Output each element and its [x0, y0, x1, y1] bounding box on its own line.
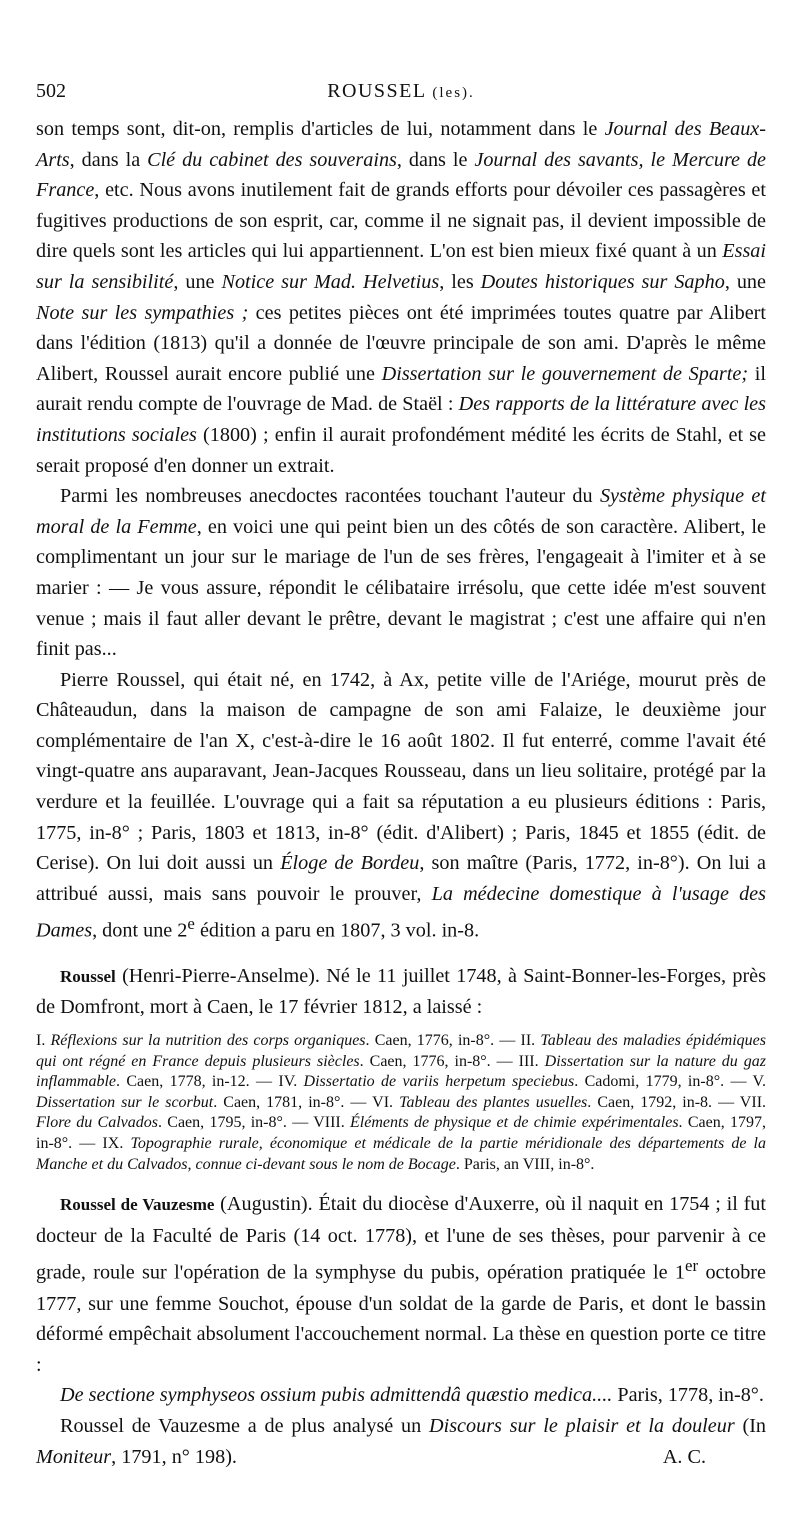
second-entry-text: [36, 1189, 766, 1472]
entry-given-names: (Augustin).: [220, 1193, 313, 1216]
works-list: I. Réflexions sur la nutrition des corps organiques. Caen, 1776, in-8°. — II. Tableau des maladies épidémiques qui ont régné en France depuis plusieurs siècles. Caen, 1776, in-8°. — III. Dissertation sur la nature du gaz inflammable. Caen, 1778, in-12. — IV. Dissertatio de variis herpetum speciebus. Cadomi, 1779, in-8°. — V. Dissertation sur le scorbut. Caen, 1781, in-8°. — VI. Tableau des plantes usuelles. Caen, 1792, in-8. — VII. Flore du Calvados. Caen, 1795, in-8°. — VIII. Éléments de physique et de chimie expérimentales. Caen, 1797, in-8°. — IX. Topographie rurale, économique et médicale de la partie méridionale des départements de la Manche et du Calvados, connue ci-devant sous le nom de Bocage. Paris, an VIII, in-8°.: [36, 1031, 767, 1173]
author-signature: A. C.: [662, 1445, 706, 1468]
main-text: [36, 114, 766, 1023]
paragraph-biography: Pierre Roussel, qui était né, en 1742, à Ax, petite ville de l'Ariége, mourut près de Châteaudun, dans la maison de campagne de son ami Falaize, le deuxième jour complémentaire de l'an X, c'est-à-dire le 16 août 1802. Il fut enterré, comme l'avait été vingt-quatre ans auparavant, Jean-Jacques Rousseau, dans un lieu solitaire, protégé par la verdure et la feuillée. L'ouvrage qui a fait sa réputation a eu plusieurs éditions : Paris, 1775, in-8° ; Paris, 1803 et 1813, in-8° (édit. d'Alibert) ; Paris, 1845 et 1855 (édit. de Cerise). On lui doit aussi un Éloge de Bordeu, son maître (Paris, 1772, in-8°). On lui a attribué aussi, mais sans pouvoir le prouver, La médecine domestique à l'usage des Dames, dont une 2e édition a paru en 1807, 3 vol. in-8.: [36, 668, 767, 943]
running-title: ROUSSEL (les).: [327, 80, 475, 102]
thesis-title: De sectione symphyseos ossium pubis admittendâ quæstio medica.... Paris, 1778, in-8°.: [60, 1384, 764, 1407]
paragraph-last: Roussel de Vauzesme a de plus analysé un Discours sur le plaisir et la douleur (In Moniteur, 1791, n° 198). A. C.: [36, 1411, 766, 1472]
paragraph-continuation: son temps sont, dit-on, remplis d'articles de lui, notamment dans le Journal des Beaux-Arts, dans la Clé du cabinet des souverains, dans le Journal des savants, le Mercure de France, etc. Nous avons inutilement fait de grands efforts pour dévoiler ces passagères et fugitives productions de son esprit, car, comme il ne signait pas, il devient impossible de dire quels sont les articles qui lui appartiennent. L'on est bien mieux fixé quant à un Essai sur la sensibilité, une Notice sur Mad. Helvetius, les Doutes historiques sur Sapho, une Note sur les sympathies ; ces petites pièces ont été imprimées toutes quatre par Alibert dans l'édition (1813) qu'il a donnée de l'œuvre principale de son ami. D'après le même Alibert, Roussel aurait encore publié une Dissertation sur le gouvernement de Sparte; il aurait rendu compte de l'ouvrage de Mad. de Staël : Des rapports de la littérature avec les institutions sociales (1800) ; enfin il aurait profondément médité les écrits de Stahl, et se serait proposé d'en donner un extrait.: [36, 118, 767, 477]
page-number: 502: [36, 80, 66, 102]
entry-roussel-henri: Roussel (Henri-Pierre-Anselme). Né le 11 juillet 1748, à Saint-Bonner-les-Forges, près de Domfront, mort à Caen, le 17 février 1812, a laissé :: [36, 964, 767, 1019]
paragraph-anecdote: Parmi les nombreuses anecdoctes racontées touchant l'auteur du Système physique et moral de la Femme, en voici une qui peint bien un des côtés de son caractère. Alibert, le complimentant un jour sur le mariage de l'un de ses frères, l'engageait à l'imiter et à se marier : — Je vous assure, répondit le célibataire irrésolu, que cette idée m'est souvent venue ; mais il faut aller devant le prêtre, devant le magistrat ; c'est une affaire qui n'en finit pas...: [36, 485, 766, 661]
entry-roussel-de-vauzesme: Roussel de Vauzesme (Augustin). Était du diocèse d'Auxerre, où il naquit en 1754 ; il fut docteur de la Faculté de Paris (14 oct. 1778), et l'une de ses thèses, pour parvenir à ce grade, roule sur l'opération de la symphyse du pubis, opération pratiquée le 1er octobre 1777, sur une femme Souchot, épouse d'un soldat de la garde de Paris, et dont le bassin déformé empêchait absolument l'accouchement normal. La thèse en question porte ce titre :: [36, 1193, 766, 1376]
entry-name: Roussel: [60, 966, 116, 986]
entry-given-names: (Henri-Pierre-Anselme).: [122, 964, 320, 987]
page: [36, 70, 766, 1472]
running-header: [36, 70, 766, 110]
entry-name: Roussel de Vauzesme: [60, 1195, 215, 1215]
